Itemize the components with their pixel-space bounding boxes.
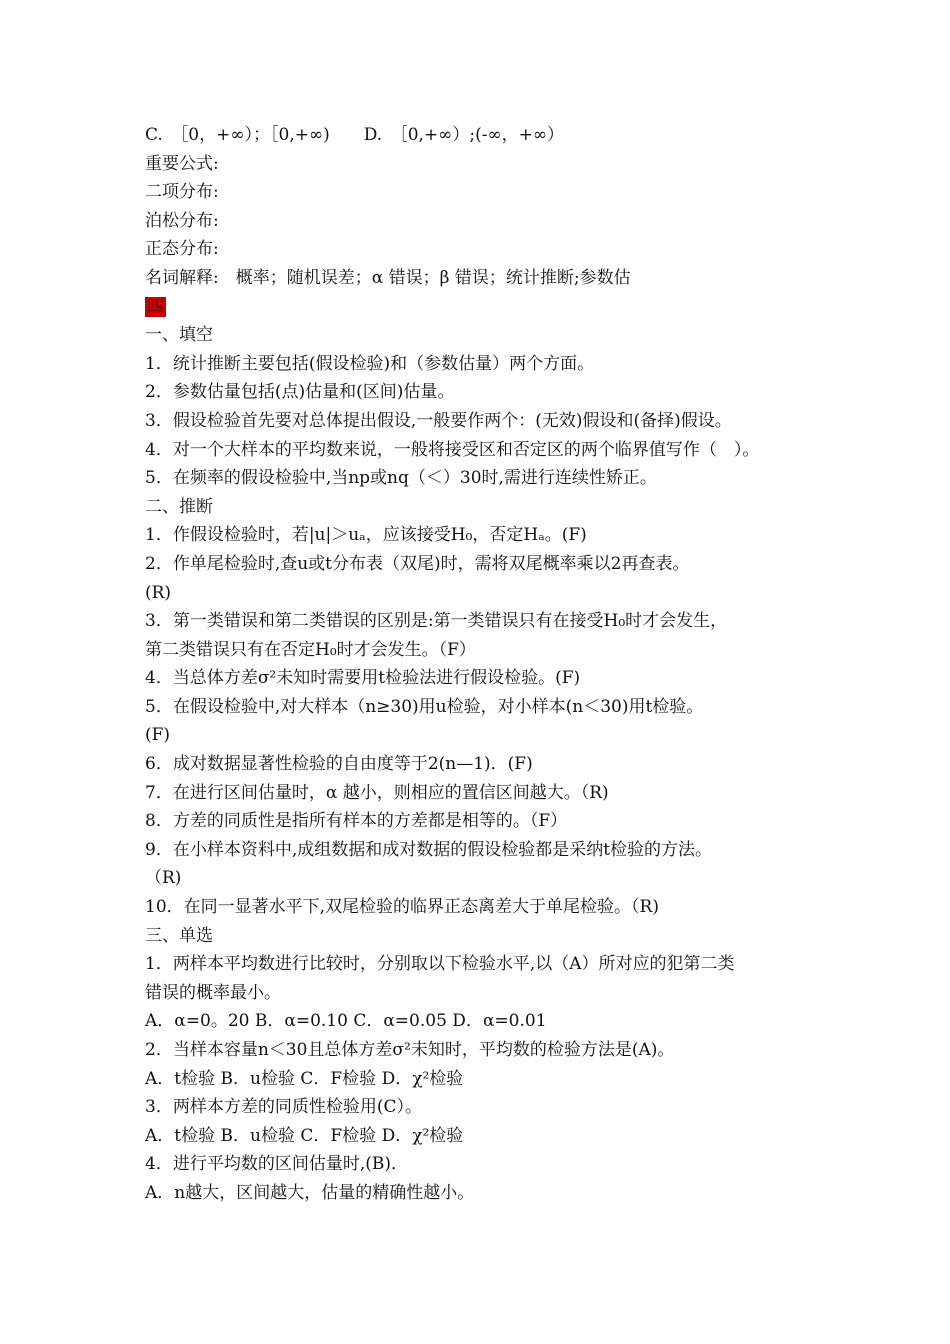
judge-item-10: 10．在同一显著水平下,双尾检验的临界正态离差大于单尾检验。（R) — [145, 897, 659, 918]
chapter-marker-row — [145, 293, 835, 322]
section-heading-judge: 二、推断 — [145, 496, 213, 517]
choice-item-1: 1．两样本平均数进行比较时，分别取以下检验水平,以（A）所对应的犯第二类 — [145, 954, 735, 975]
poisson-label: 泊松分布: — [145, 210, 219, 231]
judge-item-5-answer: (F) — [145, 725, 171, 746]
fill-item-5: 5．在频率的假设检验中,当np或nq（＜）30时,需进行连续性矫正。 — [145, 468, 657, 489]
choice-item-4: 4．进行平均数的区间估量时,(B)． — [145, 1154, 408, 1175]
judge-item-9-answer: （R) — [145, 868, 182, 889]
choice-item-2-options: A．t检验 B．u检验 C．F检验 D．χ²检验 — [145, 1068, 464, 1089]
choice-item-3: 3．两样本方差的同质性检验用(C）。 — [145, 1097, 422, 1118]
fill-item-3: 3．假设检验首先要对总体提出假设,一般要作两个：(无效)假设和(备择)假设。 — [145, 410, 732, 431]
judge-item-2-answer: (R) — [145, 582, 172, 603]
option-line-cd: C. ［0，+∞）；［0,+∞) D. ［0,+∞）;(-∞，+∞） — [145, 125, 565, 145]
choice-item-4-option-a: A．n越大，区间越大，估量的精确性越小。 — [145, 1182, 475, 1203]
judge-item-5: 5．在假设检验中,对大样本（n≥30)用u检验，对小样本(n＜30)用t检验。 — [145, 696, 704, 717]
fill-item-4: 4．对一个大样本的平均数来说，一般将接受区和否定区的两个临界值写作（ ）。 — [145, 439, 760, 460]
normal-label: 正态分布: — [145, 239, 219, 260]
judge-item-2: 2．作单尾检验时,查u或t分布表（双尾)时，需将双尾概率乘以2再查表。 — [145, 553, 690, 574]
judge-item-8: 8．方差的同质性是指所有样本的方差都是相等的。（F） — [145, 811, 568, 832]
choice-item-3-options: A．t检验 B．u检验 C．F检验 D．χ²检验 — [145, 1125, 464, 1146]
fill-item-2: 2．参数估量包括(点)估量和(区间)估量。 — [145, 382, 455, 403]
document-content — [145, 121, 835, 1208]
judge-item-3: 3．第一类错误和第二类错误的区别是:第一类错误只有在接受H₀时才会发生， — [145, 611, 728, 632]
fill-item-1: 1．统计推断主要包括(假设检验)和（参数估量）两个方面。 — [145, 353, 595, 374]
judge-item-7: 7．在进行区间估量时，α 越小，则相应的置信区间越大。（R) — [145, 782, 609, 803]
judge-item-1: 1．作假设检验时，若|u|＞uₐ，应该接受H₀，否定Hₐ。(F) — [145, 525, 587, 546]
section-heading-choice: 三、单选 — [145, 925, 213, 946]
judge-item-9: 9．在小样本资料中,成组数据和成对数据的假设检验都是采纳t检验的方法。 — [145, 839, 713, 860]
choice-item-1-cont: 错误的概率最小。 — [145, 982, 281, 1003]
judge-item-3-cont: 第二类错误只有在否定H₀时才会发生。（F） — [145, 639, 476, 660]
section-heading-fill: 一、填空 — [145, 325, 213, 346]
binomial-label: 二项分布: — [145, 182, 219, 203]
formula-heading: 重要公式: — [145, 153, 219, 174]
chapter-marker: 四 — [147, 296, 164, 317]
judge-item-6: 6．成对数据显著性检验的自由度等于2(n—1)．(F) — [145, 754, 533, 775]
judge-item-4: 4．当总体方差σ²未知时需要用t检验法进行假设检验。(F) — [145, 668, 581, 689]
choice-item-1-options: A．α=0。20 B．α=0.10 C．α=0.05 D．α=0.01 — [145, 1011, 547, 1032]
terms-line: 名词解释: 概率；随机误差；α 错误；β 错误；统计推断;参数估 — [145, 267, 631, 288]
choice-item-2: 2．当样本容量n＜30且总体方差σ²未知时，平均数的检验方法是(A)。 — [145, 1040, 675, 1060]
